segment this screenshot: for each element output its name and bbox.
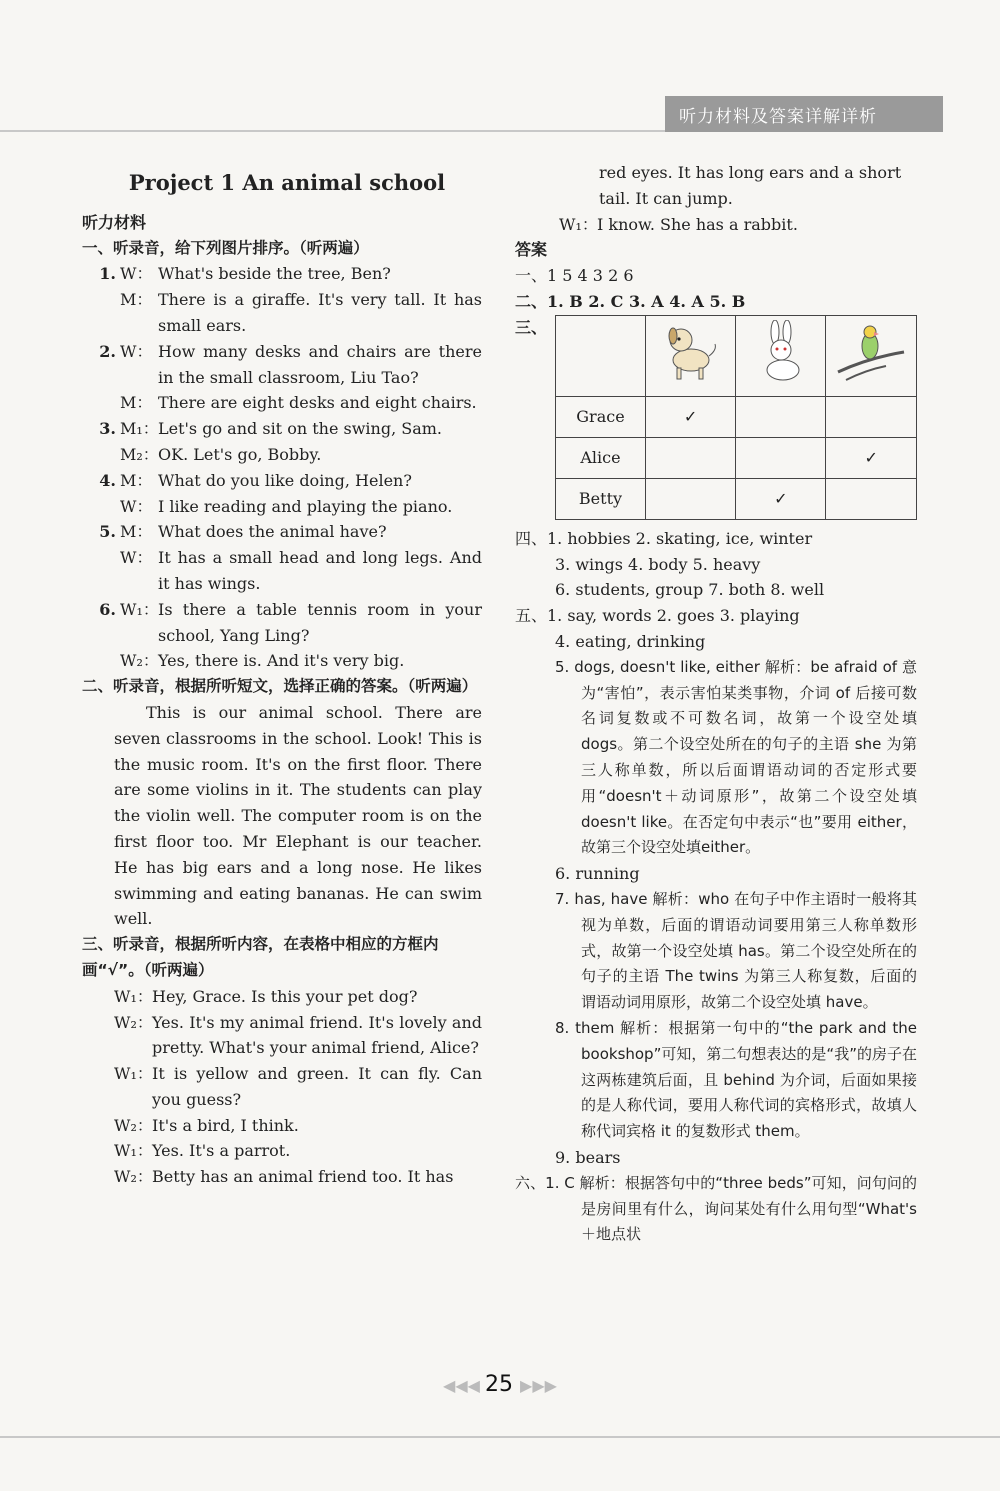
check-cell [645, 478, 735, 519]
next-arrows-icon: ▶▶▶ [520, 1376, 557, 1395]
page-footer [0, 1372, 1000, 1397]
item-number: 5. [99, 522, 116, 542]
dialogue-continuation: red eyes. It has long ears and a short tail. It can jump. [599, 163, 902, 208]
q2-heading: 二、听录音，根据所听短文，选择正确的答案。（听两遍） [82, 677, 478, 696]
dialogue-text: Hey, Grace. Is this your pet dog? [152, 986, 418, 1006]
speaker: M： [120, 393, 153, 413]
item-number: 3. [99, 419, 116, 439]
answer-4-line-1: 四、1. hobbies 2. skating, ice, winter [515, 528, 813, 548]
dialogue-line [82, 1061, 482, 1113]
check-cell: ✓ [826, 437, 917, 478]
row-name: Grace [556, 396, 646, 437]
dialogue-text: What's beside the tree, Ben? [158, 264, 391, 284]
dialogue-text: What do you like doing, Helen? [158, 470, 412, 490]
prev-arrows-icon: ◀◀◀ [443, 1376, 486, 1395]
page-number: 25 [485, 1372, 514, 1397]
header-label: 听力材料及答案详解详析 [679, 107, 877, 127]
dialogue-text: It is yellow and green. It can fly. Can you guess? [152, 1064, 482, 1109]
answer-5-5: 5. dogs, doesn't like, either 解析：be afraid of 意为“害怕”，表示害怕某类事物，介词 of 后接可数名词复数或不可数名词，故第一个设空处填 dogs。第二个设空处所在的句子的主语 she 为第三人称单数，所以后面谓语动词的否定形式要用“doesn't＋动词原形”，故第二个设空处填 doesn't like。在否定句中表示“也”要用 either，故第三个设空处填either。 [555, 657, 917, 857]
item-number [82, 390, 120, 416]
dialogue-text: It's a bird, I think. [152, 1115, 299, 1135]
dialogue-line [82, 1113, 482, 1139]
answer-5-8: 8. them 解析：根据第一句中的“the park and the bookshop”可知，第二句想表达的是“我”的房子在这两栋建筑后面，且 behind 为介词，后面如果接的是人称代词，要用人称代词的宾格形式，故填人称代词宾格 it 的复数形式 them。 [555, 1018, 917, 1141]
table-row [556, 478, 917, 519]
speaker: M： [120, 522, 153, 542]
dialogue-line [82, 597, 482, 649]
item-number [82, 494, 120, 520]
speaker: M₂： [120, 444, 159, 464]
dialogue-line [82, 1164, 482, 1190]
answer-3 [515, 315, 917, 520]
header-bar [665, 96, 943, 132]
table-header-row [556, 315, 917, 396]
speaker: W₁： [559, 214, 598, 234]
dialogue-text: How many desks and chairs are there in the small classroom, Liu Tao? [158, 341, 482, 387]
speaker: M： [120, 470, 153, 490]
dialogue-line [82, 1138, 482, 1164]
dialogue-line [82, 545, 482, 597]
left-column [82, 170, 482, 1190]
speaker: W₂： [114, 1115, 153, 1135]
answers-label: 答案 [515, 240, 548, 260]
speaker: W₁： [114, 1141, 153, 1161]
item-number [82, 287, 120, 339]
item-number [82, 545, 120, 597]
answer-5-7: 7. has, have 解析：who 在句子中作主语时一般将其视为单数，后面的谓语动词要用第三人称单数形式，故第一个设空处填 has。第二个设空处所在的句子的主语 The twins 为第三人称复数，后面的谓语动词用原形，故第二个设空处填 have。 [555, 889, 917, 1012]
check-cell [736, 396, 826, 437]
answer-2: 二、1. B 2. C 3. A 4. A 5. B [515, 291, 746, 311]
item-number [82, 648, 120, 674]
speaker: M： [120, 290, 153, 310]
dog-icon [645, 315, 735, 396]
header-line [0, 130, 665, 132]
speaker: W₁： [114, 986, 153, 1006]
check-cell: ✓ [645, 396, 735, 437]
check-cell [736, 437, 826, 478]
item-number: 2. [99, 341, 116, 361]
speaker: W₂： [120, 651, 159, 671]
table-row [556, 437, 917, 478]
dialogue-line [82, 442, 482, 468]
dialogue-text: Yes. It's a parrot. [152, 1141, 291, 1161]
dialogue-text: Yes. It's my animal friend. It's lovely and pretty. What's your animal friend, Alice? [152, 1012, 482, 1058]
speaker: W₂： [114, 1167, 153, 1187]
right-column [515, 160, 917, 1248]
speaker: M₁： [120, 419, 159, 439]
dialogue-text: It has a small head and long legs. And it has wings. [158, 548, 482, 593]
speaker: W： [120, 264, 153, 284]
page-title: Project 1 An animal school [128, 170, 446, 195]
section-label: 听力材料 [82, 212, 147, 232]
answer-3-label: 三、 [515, 317, 548, 337]
speaker: W： [120, 548, 153, 568]
dialogue-line [82, 416, 482, 442]
table-body [556, 396, 917, 519]
check-cell: ✓ [736, 478, 826, 519]
row-name: Alice [556, 437, 646, 478]
row-name: Betty [556, 478, 646, 519]
item-number: 1. [99, 264, 116, 284]
answer-table [555, 315, 917, 520]
dialogue-line [82, 1010, 482, 1062]
check-cell [645, 437, 735, 478]
dialogue-text: There are eight desks and eight chairs. [158, 393, 477, 413]
q2-passage: This is our animal school. There are seven classrooms in the school. Look! This is the music room. It's on the first floor. There are some violins in it. The students can play the violin well. The computer room is on the first floor too. Mr Elephant is our teacher. He has big ears and a long nose. He likes swimming and eating bananas. He can swim well. [114, 702, 482, 929]
table-row [556, 396, 917, 437]
table-corner [556, 315, 646, 396]
answer-4-line-2: 3. wings 4. body 5. heavy [555, 554, 761, 574]
q3-heading: 三、听录音，根据所听内容，在表格中相应的方框内画“√”。（听两遍） [82, 935, 439, 979]
answer-5-6: 6. running [555, 864, 640, 884]
dialogue-line [82, 390, 482, 416]
check-cell [826, 478, 917, 519]
q1-list [82, 261, 482, 674]
speaker: W₁： [114, 1064, 153, 1084]
dialogue-line [82, 984, 482, 1010]
dialogue-text: Yes, there is. And it's very big. [158, 651, 405, 671]
dialogue-line [82, 519, 482, 545]
dialogue-text: I like reading and playing the piano. [158, 496, 453, 516]
dialogue-line [82, 468, 482, 494]
dialogue-line [82, 494, 482, 520]
rabbit-icon [736, 315, 826, 396]
q3-dialogue [82, 984, 482, 1190]
dialogue-line [82, 648, 482, 674]
answer-6: 六、1. C 解析：根据答句中的“three beds”可知，问句问的是房间里有什么，询问某处有什么用句型“What's＋地点状 [515, 1173, 917, 1244]
answer-5-9: 9. bears [555, 1147, 621, 1167]
answer-5-4: 4. eating, drinking [555, 631, 706, 651]
check-cell [826, 396, 917, 437]
bird-icon [826, 315, 917, 396]
answer-1: 一、1 5 4 3 2 6 [515, 266, 634, 286]
dialogue-text: Is there a table tennis room in your school, Yang Ling? [158, 599, 482, 645]
item-number: 6. [99, 599, 116, 619]
speaker: W₁： [120, 599, 159, 619]
dialogue-line [82, 339, 482, 391]
dialogue-text: There is a giraffe. It's very tall. It has small ears. [158, 290, 482, 335]
bottom-line [0, 1436, 1000, 1438]
dialogue-text: What does the animal have? [158, 522, 387, 542]
item-number: 4. [99, 470, 116, 490]
answer-5-line-1: 五、1. say, words 2. goes 3. playing [515, 606, 800, 626]
speaker: W₂： [114, 1012, 153, 1032]
dialogue-text: Betty has an animal friend too. It has [152, 1167, 454, 1187]
item-number [82, 442, 120, 468]
dialogue-line [82, 287, 482, 339]
dialogue-text: OK. Let's go, Bobby. [158, 444, 322, 464]
dialogue-text: I know. She has a rabbit. [597, 214, 798, 234]
dialogue-line [515, 212, 917, 238]
dialogue-text: Let's go and sit on the swing, Sam. [158, 419, 443, 439]
speaker: W： [120, 496, 153, 516]
answer-4-line-3: 6. students, group 7. both 8. well [555, 580, 825, 600]
q1-heading: 一、听录音，给下列图片排序。（听两遍） [82, 238, 369, 257]
speaker: W： [120, 341, 153, 361]
dialogue-line [82, 261, 482, 287]
